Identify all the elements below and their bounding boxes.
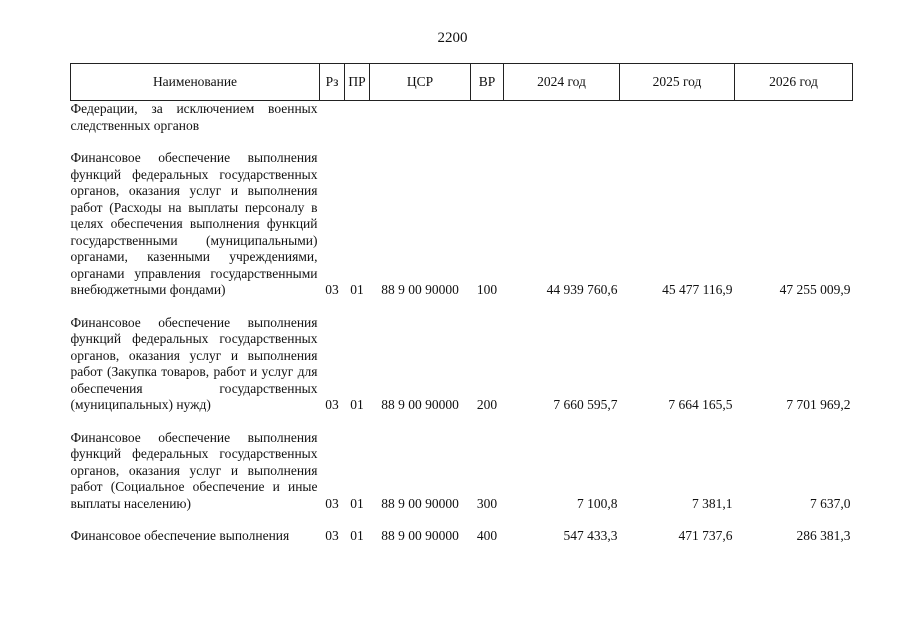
row-rz: 03 [325,528,339,543]
row-name: Финансовое обеспечение выполнения функций федеральных государственных органов, оказания услуг и выполнения работ (Расходы на выплаты персоналу в целях обеспечения выполнения функций государственными (муниципальными) органами, казенными учреждениями, органами управления государственными внебюджетными фондами) [70,150,318,297]
row-2024: 547 433,3 [563,528,618,543]
row-pr: 01 [350,495,364,511]
row-csr [370,101,471,135]
row-2024: 7 100,8 [577,495,618,511]
row-csr: 88 9 00 90000 [381,282,459,297]
page-number: 2200 [437,30,468,46]
row-vr: 100 [476,282,498,297]
row-2026: 7 637,0 [810,495,851,511]
header-csr: ЦСР [370,64,471,101]
header-2026: 2026 год [735,64,853,101]
table-row [71,101,853,135]
row-spacer [71,299,853,315]
row-vr: 200 [476,397,498,412]
row-csr: 88 9 00 90000 [381,397,459,412]
table-header-row [71,64,853,101]
row-2025: 7 381,1 [692,495,733,511]
row-2026: 286 381,3 [796,528,851,543]
row-spacer [71,414,853,430]
row-csr: 88 9 00 90000 [381,528,459,543]
table-row [71,430,853,513]
row-vr: 400 [476,528,498,543]
row-spacer [71,512,853,528]
header-vr: ВР [471,64,504,101]
row-csr: 88 9 00 90000 [381,495,459,511]
row-2025: 45 477 116,9 [662,282,733,297]
table-row [71,528,853,545]
header-name: Наименование [71,64,320,101]
row-rz [320,101,345,135]
row-name: Финансовое обеспечение выполнения [70,528,290,543]
row-2026: 47 255 009,9 [779,282,851,297]
header-2024: 2024 год [504,64,620,101]
row-rz: 03 [325,495,339,511]
row-rz: 03 [325,282,339,297]
row-2024: 44 939 760,6 [546,282,618,297]
row-rz: 03 [325,397,339,412]
row-vr: 300 [476,495,498,511]
row-vr [471,101,504,135]
row-name: Федерации, за исключением военных следственных органов [70,101,318,133]
header-pr: ПР [345,64,370,101]
row-2026 [735,101,853,135]
row-2025 [620,101,735,135]
row-pr: 01 [350,528,364,543]
row-name: Финансовое обеспечение выполнения функций федеральных государственных органов, оказания услуг и выполнения работ (Закупка товаров, работ и услуг для обеспечения государственных (муниципальных) нужд) [70,314,318,412]
table-row [71,315,853,414]
table-row [71,150,853,299]
row-2025: 7 664 165,5 [668,397,733,412]
row-pr: 01 [350,282,364,297]
header-rz: Рз [320,64,345,101]
row-2024: 7 660 595,7 [553,397,618,412]
row-name: Финансовое обеспечение выполнения функций федеральных государственных органов, оказания услуг и выполнения работ (Социальное обеспечение и иные выплаты населению) [70,429,318,511]
row-spacer [71,134,853,150]
budget-table [70,63,853,545]
row-2024 [504,101,620,135]
row-2025: 471 737,6 [678,528,733,543]
row-pr: 01 [350,397,364,412]
row-pr [345,101,370,135]
row-2026: 7 701 969,2 [786,397,851,412]
header-2025: 2025 год [620,64,735,101]
